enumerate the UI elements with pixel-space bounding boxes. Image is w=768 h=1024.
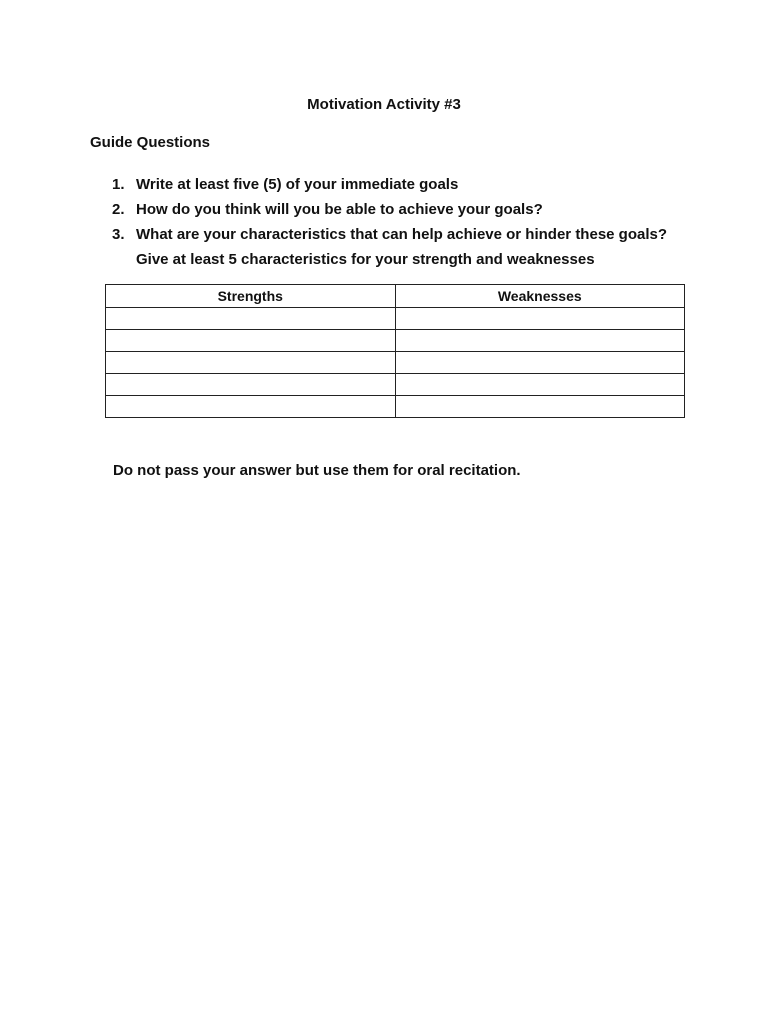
table-cell (395, 352, 685, 374)
page-title: Motivation Activity #3 (307, 96, 461, 113)
table-cell (106, 330, 396, 352)
table-row (106, 396, 685, 418)
question-text: How do you think will you be able to achieve your goals? (136, 201, 543, 218)
question-item (112, 222, 712, 247)
table-row (106, 352, 685, 374)
question-text: Write at least five (5) of your immediate goals (136, 176, 459, 193)
table-row (106, 308, 685, 330)
table-cell (106, 374, 396, 396)
table-row (106, 374, 685, 396)
table-cell (106, 308, 396, 330)
table-cell (395, 374, 685, 396)
strengths-weaknesses-table (105, 284, 685, 418)
table-header-row (106, 285, 685, 308)
header-weaknesses: Weaknesses (395, 285, 685, 308)
table-cell (395, 308, 685, 330)
question-item (112, 197, 712, 222)
table-row (106, 330, 685, 352)
section-heading: Guide Questions (90, 134, 211, 151)
table-cell (106, 396, 396, 418)
table-cell (106, 352, 396, 374)
question-number: 1. (112, 176, 125, 193)
question-number: 3. (112, 226, 125, 243)
table-cell (395, 396, 685, 418)
header-strengths: Strengths (106, 285, 396, 308)
question-number: 2. (112, 201, 125, 218)
instruction-note: Do not pass your answer but use them for oral recitation. (113, 462, 521, 479)
question-text: What are your characteristics that can help achieve or hinder these goals? (136, 226, 668, 243)
table (105, 284, 685, 418)
table-cell (395, 330, 685, 352)
question-continuation: Give at least 5 characteristics for your strength and weaknesses (136, 251, 595, 268)
question-list (112, 172, 712, 272)
question-item (112, 172, 712, 197)
